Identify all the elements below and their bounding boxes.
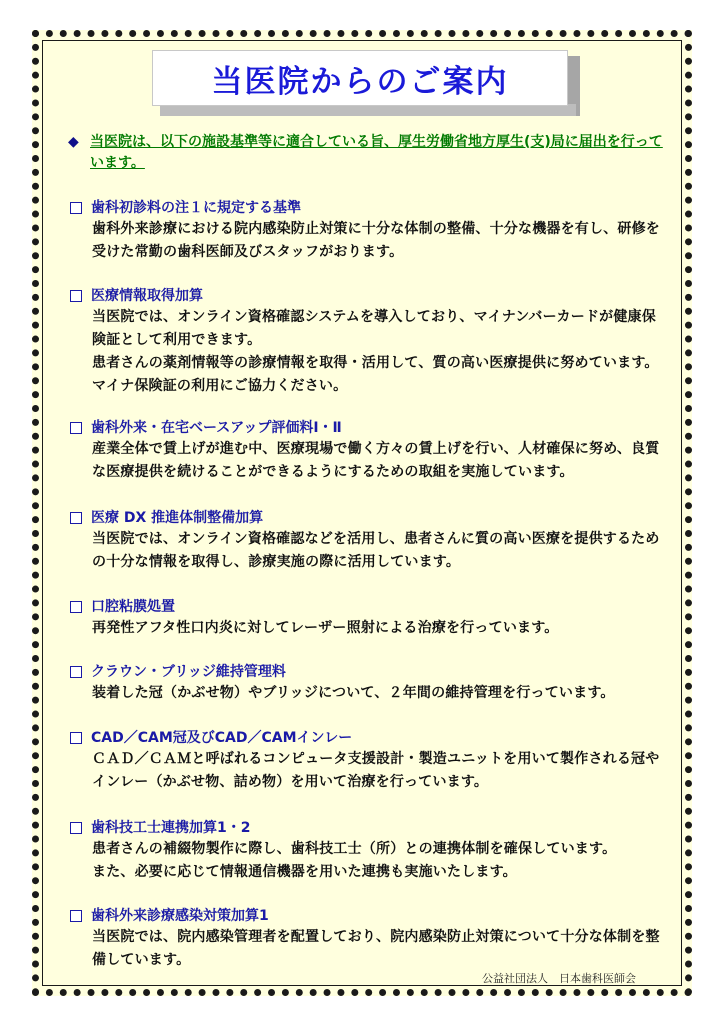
checkbox-icon [70, 910, 82, 922]
title-box [152, 50, 568, 106]
section-title: CAD／CAM冠及びCAD／CAMインレー [91, 730, 353, 746]
section-title: クラウン・ブリッジ維持管理料 [91, 664, 286, 680]
section-heading [70, 906, 666, 926]
section-shoshinryo [70, 198, 666, 264]
section-heading [70, 418, 666, 438]
section-heading [70, 818, 666, 838]
section-heading [70, 508, 666, 528]
checkbox-icon [70, 512, 82, 524]
footer-organization: 公益社団法人 日本歯科医師会 [482, 972, 636, 985]
checkbox-icon [70, 732, 82, 744]
section-base-up [70, 418, 666, 484]
checkbox-icon [70, 666, 82, 678]
section-body: 産業全体で賃上げが進む中、医療現場で働く方々の賃上げを行い、人材確保に努め、良質な医療提供を続けることができるようにするための取組を実施しています。 [92, 441, 660, 480]
section-gikoshi-renkei [70, 818, 666, 884]
checkbox-icon [70, 422, 82, 434]
page-title: 当医院からのご案内 [211, 63, 509, 100]
section-kansen-taisaku [70, 906, 666, 972]
diamond-icon: ◆ [68, 134, 79, 150]
checkbox-icon [70, 601, 82, 613]
section-title: 医療情報取得加算 [91, 288, 203, 304]
section-body: 歯科外来診療における院内感染防止対策に十分な体制の整備、十分な機器を有し、研修を受けた常勤の歯科医師及びスタッフがおります。 [92, 221, 660, 260]
section-heading [70, 286, 666, 306]
section-body: ＣＡＤ／ＣＡＭと呼ばれるコンピュータ支援設計・製造ユニットを用いて製作される冠やインレー（かぶせ物、詰め物）を用いて治療を行っています。 [92, 751, 660, 790]
section-heading [70, 198, 666, 218]
section-title: 口腔粘膜処置 [91, 599, 175, 615]
section-body: 当医院では、院内感染管理者を配置しており、院内感染防止対策について十分な体制を整備しています。 [92, 929, 660, 968]
checkbox-icon [70, 822, 82, 834]
section-title: 歯科外来診療感染対策加算1 [91, 908, 269, 924]
section-heading [70, 662, 666, 682]
section-koku-nenmaku [70, 597, 666, 640]
title-banner [152, 50, 572, 116]
section-body-2: また、必要に応じて情報通信機器を用いた連携も実施いたします。 [92, 864, 517, 880]
checkbox-icon [70, 290, 82, 302]
section-title: 医療 DX 推進体制整備加算 [91, 510, 264, 526]
section-crown-bridge [70, 662, 666, 705]
section-title: 歯科初診料の注１に規定する基準 [91, 200, 301, 216]
section-title: 歯科外来・在宅ベースアップ評価料Ⅰ・Ⅱ [91, 420, 342, 436]
section-body: 患者さんの補綴物製作に際し、歯科技工士（所）との連携体制を確保しています。 [92, 841, 617, 857]
section-iryo-dx [70, 508, 666, 574]
section-body: 当医院では、オンライン資格確認システムを導入しており、マイナンバーカードが健康保険証として利用できます。 [92, 309, 656, 348]
section-body: 装着した冠（かぶせ物）やブリッジについて、２年間の維持管理を行っています。 [92, 685, 615, 701]
section-body-2: 患者さんの薬剤情報等の診療情報を取得・活用して、質の高い医療提供に努めています。マイナ保険証の利用にご協力ください。 [92, 355, 659, 394]
section-iryo-joho [70, 286, 666, 398]
notice-text: 当医院は、以下の施設基準等に適合している旨、厚生労働省地方厚生(支)局に届出を行っています。 [90, 134, 663, 171]
section-cad-cam [70, 728, 666, 794]
section-title: 歯科技工士連携加算1・2 [91, 820, 251, 836]
section-body: 再発性アフタ性口内炎に対してレーザー照射による治療を行っています。 [92, 620, 559, 636]
section-body: 当医院では、オンライン資格確認などを活用し、患者さんに質の高い医療を提供するための十分な情報を取得し、診療実施の際に活用しています。 [92, 531, 660, 570]
checkbox-icon [70, 202, 82, 214]
section-heading [70, 728, 666, 748]
section-heading [70, 597, 666, 617]
notice [68, 132, 668, 174]
